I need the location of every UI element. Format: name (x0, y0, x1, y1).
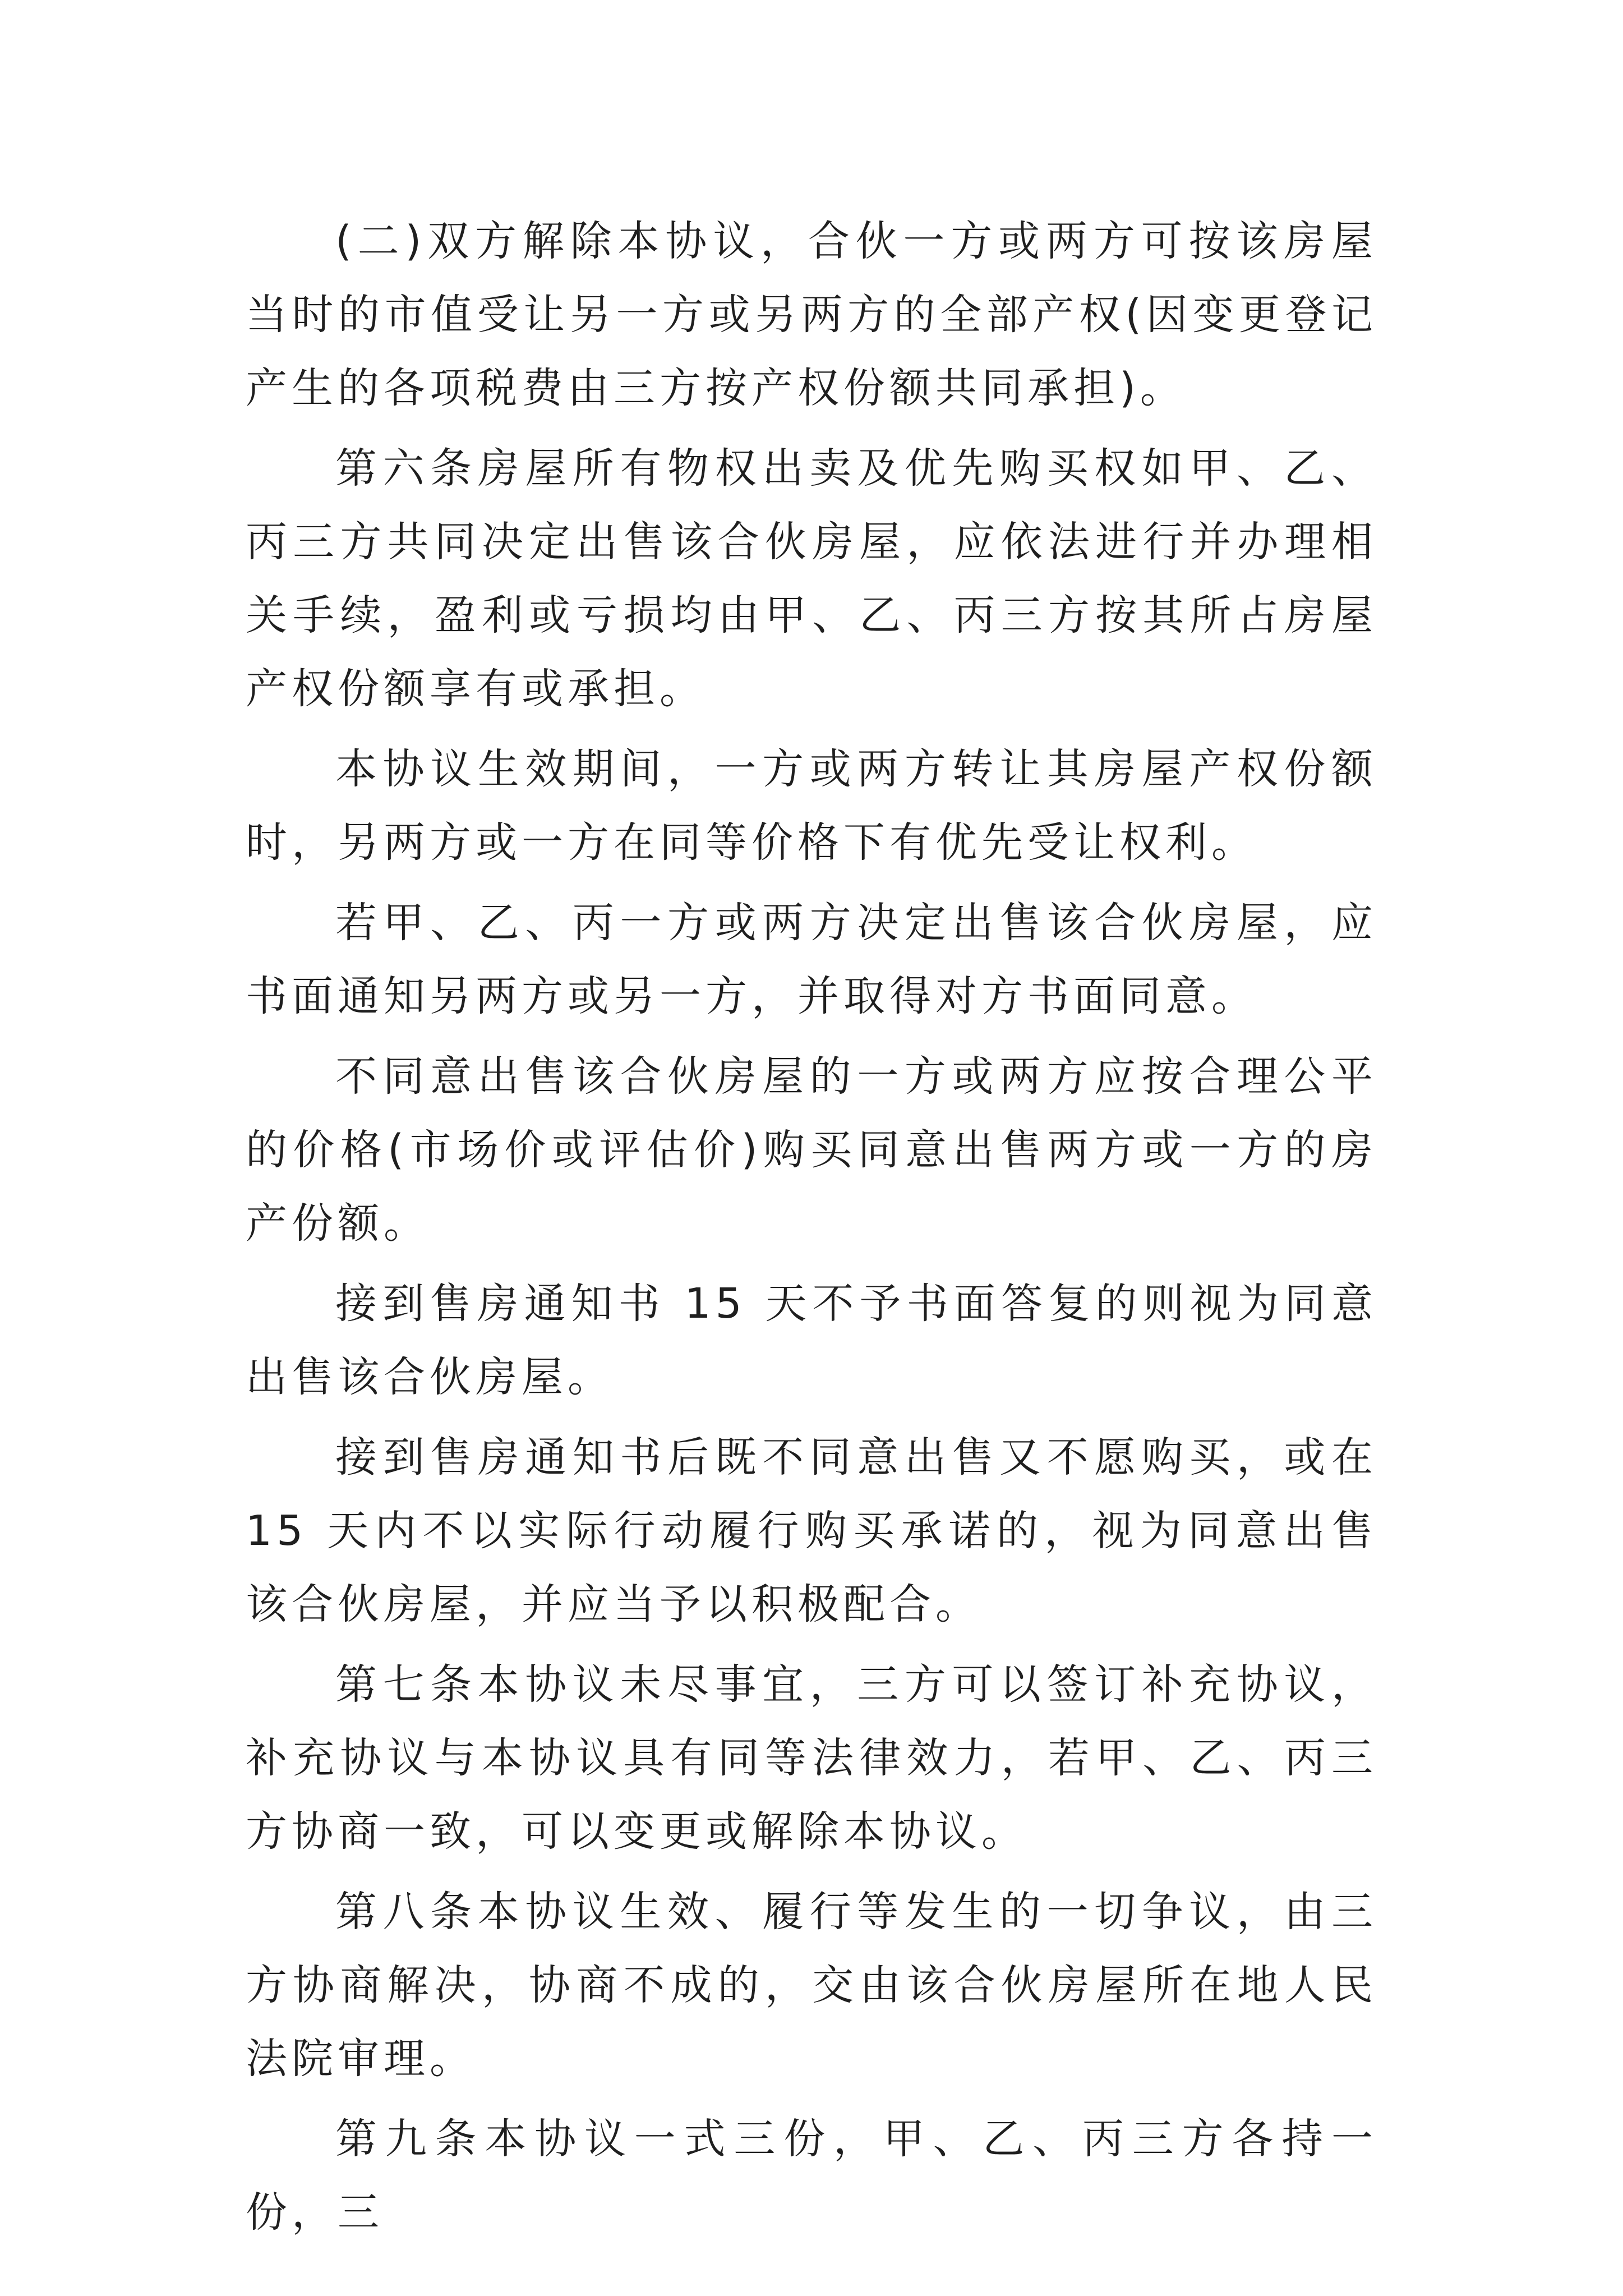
document-body (246, 205, 1377, 2256)
paragraph-article-8: 第八条本协议生效、履行等发生的一切争议，由三方协商解决，协商不成的，交由该合伙房屋所在地人民法院审理。 (246, 1888, 1377, 2083)
paragraph-15-day-reply: 接到售房通知书 15 天不予书面答复的则视为同意出售该合伙房屋。 (246, 1280, 1377, 1401)
paragraph-priority-transfer: 本协议生效期间，一方或两方转让其房屋产权份额时，另两方或一方在同等价格下有优先受让权利。 (246, 745, 1377, 867)
paragraph-purchase-share: 不同意出售该合伙房屋的一方或两方应按合理公平的价格(市场价或评估价)购买同意出售两方或一方的房产份额。 (246, 1052, 1377, 1248)
paragraph-sale-notice: 若甲、乙、丙一方或两方决定出售该合伙房屋，应书面通知另两方或另一方，并取得对方书面同意。 (246, 899, 1377, 1020)
paragraph-deemed-consent: 接到售房通知书后既不同意出售又不愿购买，或在 15 天内不以实际行动履行购买承诺的，视为同意出售该合伙房屋，并应当予以积极配合。 (246, 1433, 1377, 1628)
paragraph-article-6: 第六条房屋所有物权出卖及优先购买权如甲、乙、丙三方共同决定出售该合伙房屋，应依法进行并办理相关手续，盈利或亏损均由甲、乙、丙三方按其所占房屋产权份额享有或承担。 (246, 444, 1377, 713)
paragraph-article-7: 第七条本协议未尽事宜，三方可以签订补充协议，补充协议与本协议具有同等法律效力，若甲、乙、丙三方协商一致，可以变更或解除本协议。 (246, 1660, 1377, 1856)
paragraph-article-9: 第九条本协议一式三份，甲、乙、丙三方各持一份，三 (246, 2115, 1377, 2237)
paragraph-dissolution-transfer: (二)双方解除本协议，合伙一方或两方可按该房屋当时的市值受让另一方或另两方的全部产权(因变更登记产生的各项税费由三方按产权份额共同承担)。 (246, 217, 1377, 412)
